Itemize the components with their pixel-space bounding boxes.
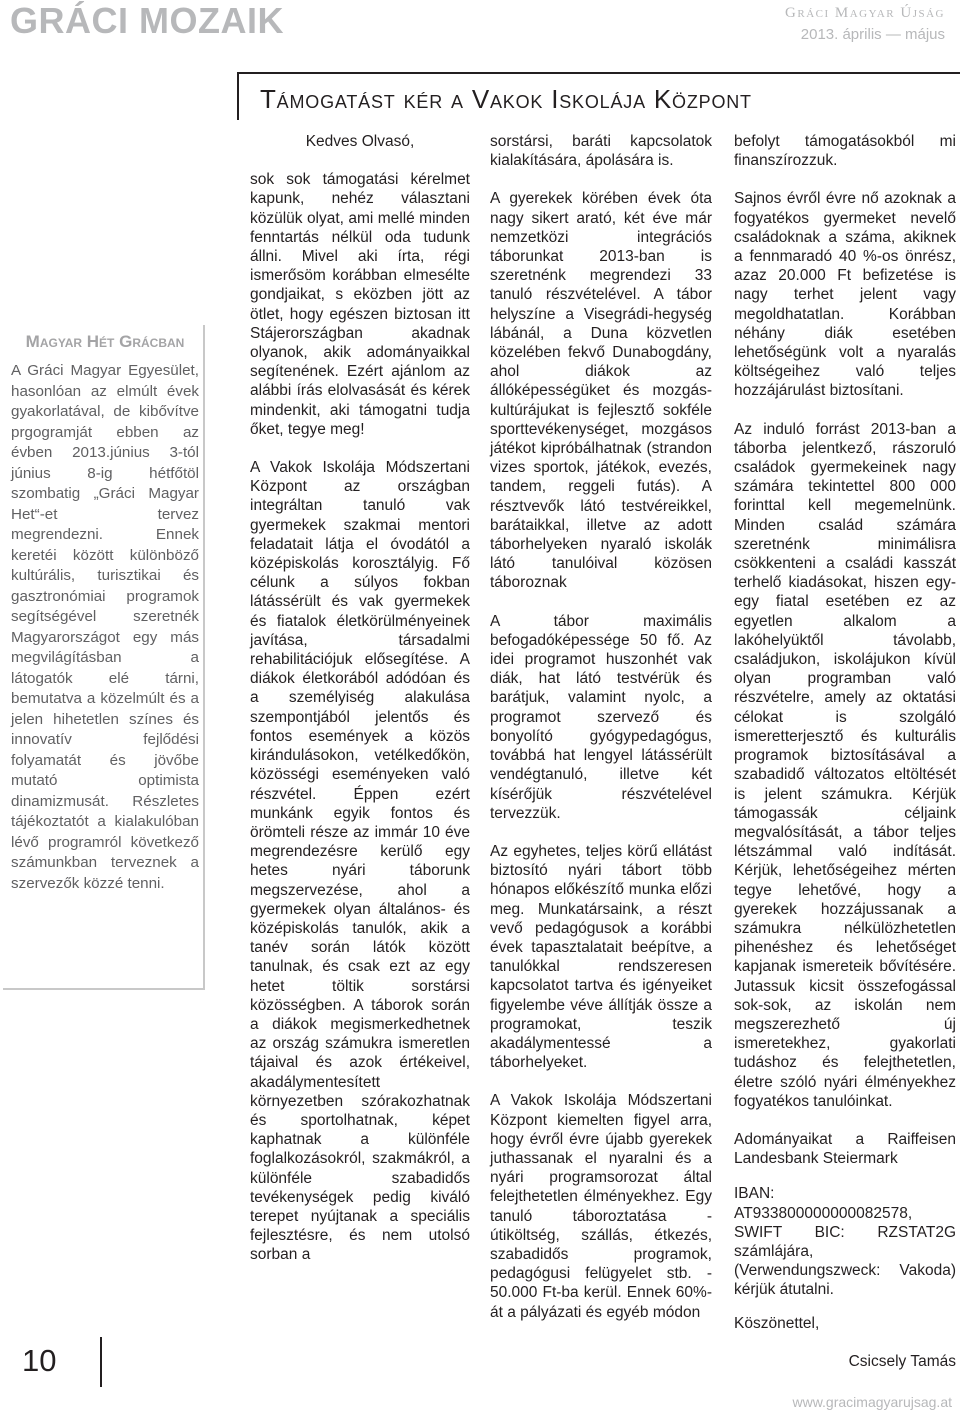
sidebar-title: Magyar Hét Grácban: [25, 332, 185, 351]
article-column-3: [734, 132, 956, 1371]
article-title-box: [237, 72, 960, 120]
paragraph: A Vakok Iskolája Módszertani Központ kiemelten figyel arra, hogy évről évre újabb gyerekek juthassanak el nyaralni és a nyári programsorozat által felejthetetlen élményekhez. Egy tanuló táboroztatása - útiköltség, szállás, étkezés, szabadidős programok, pedagógusi felügyelet stb. - 50.000 Ft-ba kerül. Ennek 60%-át a pályázati és egyéb módon: [490, 1092, 712, 1321]
paragraph: befolyt támogatásokból mi finanszírozzuk.: [734, 133, 956, 170]
thanks: Köszönettel,: [734, 1314, 820, 1332]
paper-name: Gráci Magyar Újság: [785, 5, 945, 21]
paragraph: Az egyhetes, teljes körű ellátást biztosító nyári tábort több hónapos előkészítő munka előzi meg. Munkatársaink, a részt vevő pedagógusok a korábbi évek tapasztalatait beépítve, a tanulókkal rendszeresen kapcsolatot tartva és igényeiket figyelembe véve állítják össze a programokat, teszik akadálymentessé a táborhelyeket.: [490, 842, 712, 1072]
iban-line: IBAN: AT933800000000082578, SWIFT BIC: RZSTAT2G számlájára, (Verwendungszweck: Vakoda) kérjük átutalni.: [734, 1185, 956, 1299]
paragraph: Az induló forrást 2013-ban a táborba jelentkező, rászoruló családok gyermekeinek nagy számára tekintettel 800 000 forinttal kell megemelnünk. Minden család számára szeretnénk minimálisra csökkenteni a családi kasszát terhelő kiadásokat, hiszen egy-egy fiatal esetében ez az egyetlen alkalom a lakóhelyüktől távolabb, családjukon, iskolájukon kívül olyan programban való részvételre, amely az oktatási célokat is szolgáló ismeretterjesztő és kulturális programok biztosításával a szabadidő változatos eltöltését is jelent számukra. Kérjük támogassák céljaink megvalósítását, a tábor teljes létszámmal való indítását. Kérjük, lehetőségeihez mérten tegye lehetővé, hogy a gyerekek hozzájussanak a számukra nélkülözhetetlen pihenéshez és lehetőséget kapjanak ismereteik bővítésére. Jutassuk kicsit összefogással sok-sok, az iskolán nem megszerezhető új ismeretekhez, gyakorlati tudáshoz és felejthetetlen, életre szóló nyári élményekhez fogyatékos tanulóinkat.: [734, 420, 956, 1110]
sidebar-box: [3, 325, 205, 990]
paragraph: A Vakok Iskolája Módszertani Központ az országban integráltan tanuló vak gyermekek szakmai mentori feladatait látja el óvodától a középiskolás korosztályig. Fő célunk a súlyos fokban látássérült és vak gyermekek és fiatalok életkörülményeinek javítása, társadalmi rehabilitációjuk elősegítése. A diákok életkorából adódóan és a személyiség alakulása szempontjából jelentős és fontos események a közös kirándulásokon, vetélkedőkön, közösségi eseményeken való részvétel. Éppen ezért munkánk egyik fontos és örömteli része az immár 10 éve megrendezésre kerülő egy hetes nyári táborunk megszervezése, ahol a gyermekek olyan általános- és középiskolás tanulók, akik a tanév során látók között tanulnak, és csak ezt az egy hetet töltik sorstársi közösségben. A táborok során a diákok megismerkedhetnek az ország számukra ismeretlen tájaival és azok értékeivel, akadálymentesített környezetben szórakozhatnak és sportolhatnak, képet kaphatnak a különféle foglalkozásokról, szakmákról, a különféle szabadidős tevékenységek pedig kiváló terepet nyújtanak a speciális fejlesztésre, és nem utolsó sorban a: [250, 459, 470, 1264]
paragraph: A gyerekek körében évek óta nagy sikert arató, két éve már nemzetközi integrációs táborunkat 2013-ban is szeretnénk megrendezi 33 tanuló részvételével. A tábor helyszíne a Visegrádi-hegység lábánál, a Duna közvetlen közelében fekvő Dunabogdány, ahol diákok az állóképességüket és mozgás-kultúrájukat is fejlesztő sokféle sporttevékenységet, mozgásos játékot kipróbálhatnak (strandon vizes sportok, játékok, evezés, tandem, reggeli futás). A résztvevők látó testvéreikkel, barátaikkal, illetve az adott táborhelyeken nyaraló iskolák látó tanulóival közösen táboroznak: [490, 190, 712, 592]
greeting: Kedves Olvasó,: [305, 133, 415, 150]
masthead-right: [785, 5, 945, 43]
paragraph: A tábor maximális befogadóképessége 50 fő. Az idei programot huszonhét vak diák, hat látó testvérük és barátjuk, valamint nyolc, a programot szervező és bonyolító gyógypedagógus, továbbá hat lengyel látássérült vendégtanuló, illetve két kísérőjük részvételével tervezzük.: [490, 612, 712, 822]
article-title: Támogatást kér a Vakok Iskolája Központ: [260, 84, 752, 114]
sidebar-text: A Gráci Magyar Egyesület, hasonlóan az elmúlt évek gyakorlatával, de kibővítve prgogramját ebben az évben 2013.június 3-tól június 8-ig hétfőtöl szombatig „Gráci Magyar Het“-et tervez megrendezni. Ennek keretéi között különböző kultúrális, turisztikai és gasztronómiai programok segítségével szeretnék Magyarországot egy más megvilágításban a látogatók elé tárni, bemutatva a közelmúlt és a jelen hihetetlen színes és innovatív fejlődési folyamatát és jövőbe mutató optimista dinamizmusát. Részletes tájékoztatót a kialakulóban lévő programról következő számunkban terveznek a szervezők közzé tenni.: [11, 362, 199, 892]
masthead-title: GRÁCI MOZAIK: [10, 0, 284, 41]
signature: Csicsely Tamás: [848, 1352, 956, 1370]
bank-line: Adományaikat a Raiffeisen Landesbank Steiermark: [734, 1130, 956, 1168]
paragraph: Sajnos évről évre nő azoknak a fogyatékos gyermeket nevelő családoknak a száma, akiknek a fennmaradó 40 %-os önrész, azaz 20.000 Ft befizetése is nagy terhet jelent vagy megoldhatatlan. Korábban néhány diák esetében lehetőségünk volt a nyaralás költségeihez való teljes hozzájárulást biztosítani.: [734, 190, 956, 400]
paragraph: sorstársi, baráti kapcsolatok kialakítására, ápolására is.: [490, 133, 712, 170]
footer-rule: [100, 1337, 102, 1387]
website-link[interactable]: www.gracimagyarujsag.at: [792, 1394, 952, 1410]
paragraph: sok sok támogatási kérelmet kapunk, nehéz választani közülük olyat, ami mellé minden fenntartás nélkül oda tudunk állni. Mivel aki írta, régi ismerősöm korábban elmesélte gondjaikat, s eközben jött az ötlet, hogy egészen biztosan itt Stájerországban akadnak olyanok, akik adományaikkal segítenének. Ezért ajánlom az alábbi írás elolvasását és kérek mindenkit, aki támogatni tudja őket, tegye meg!: [250, 171, 470, 438]
issue-date: 2013. április — május: [800, 26, 945, 43]
article-column-1: [250, 132, 470, 1265]
article-column-2: [490, 132, 712, 1322]
page-number: 10: [22, 1343, 57, 1378]
